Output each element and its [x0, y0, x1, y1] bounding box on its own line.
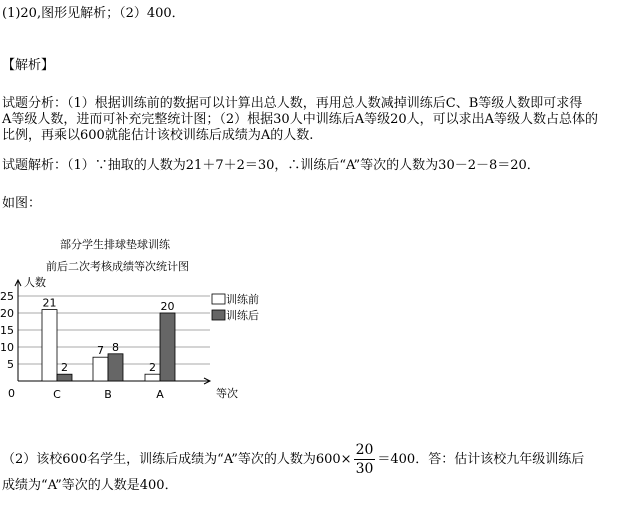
bar-value-label: 8	[112, 340, 119, 354]
category-label: A	[156, 388, 164, 401]
solution-line: 试题解析：（1）∵抽取的人数为21＋7＋2＝30，∴训练后“A”等次的人数为30－2－8＝20．	[2, 158, 540, 173]
analysis-line-2: A等级人数，进而可补充完整统计图；（2）根据30人中训练后A等级20人，可以求出A等级人数占总体的	[2, 112, 599, 127]
analysis-line-1: 试题分析：（1）根据训练前的数据可以计算出总人数，再用总人数减掉训练后C、B等级人数即可求得	[2, 96, 583, 111]
y-tick-label: 5	[7, 358, 14, 371]
category-label: B	[104, 388, 112, 401]
category-label: C	[53, 388, 61, 401]
y-tick-label: 10	[0, 341, 14, 354]
bar	[145, 374, 160, 381]
bar-chart	[0, 272, 300, 412]
fraction-numerator: 20	[355, 442, 374, 458]
y-tick-label: 25	[0, 290, 14, 303]
bar-value-label: 20	[160, 300, 175, 313]
part2-line-1	[2, 436, 584, 484]
legend-label: 训练后	[226, 309, 259, 322]
bar-value-label: 2	[149, 361, 156, 375]
y-tick-label: 15	[0, 324, 14, 337]
fraction-denominator: 30	[355, 461, 374, 477]
y-tick-label: 20	[0, 307, 14, 320]
bar	[42, 310, 57, 381]
bar-value-label: 2	[61, 361, 68, 375]
bar	[93, 357, 108, 381]
y-axis-label: 人数	[24, 276, 46, 289]
bar	[57, 374, 72, 381]
bar	[160, 313, 175, 381]
analysis-header: 【解析】	[2, 58, 55, 73]
chart-title: 部分学生排球垫球训练	[60, 238, 170, 251]
part2-suffix: ＝400．答：估计该校九年级训练后	[377, 452, 585, 467]
part2-prefix: （2）该校600名学生，训练后成绩为“A”等次的人数为600×	[2, 452, 352, 467]
x-axis-label: 等次	[216, 387, 238, 400]
legend-swatch	[212, 294, 225, 304]
answer-line: (1)20,图形见解析；（2）400．	[2, 6, 185, 21]
legend-swatch	[212, 310, 225, 320]
bar	[108, 354, 123, 381]
legend-label: 训练前	[226, 293, 259, 306]
figure-label: 如图：	[2, 196, 42, 211]
chart-subtitle: 前后二次考核成绩等次统计图	[46, 260, 189, 273]
fraction	[354, 441, 376, 478]
bar-value-label: 7	[97, 344, 104, 358]
part2-line-2: 成绩为“A”等次的人数是400．	[2, 478, 178, 493]
analysis-line-3: 比例，再乘以600就能估计该校训练后成绩为A的人数.	[2, 128, 314, 143]
origin-label: 0	[8, 387, 15, 400]
bar-value-label: 21	[42, 296, 57, 310]
